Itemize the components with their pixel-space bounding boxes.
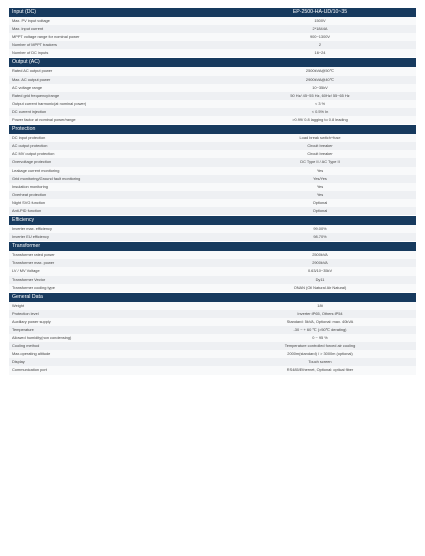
table-row: [9, 358, 416, 366]
table-row: [9, 207, 416, 215]
row-label: Weight: [12, 302, 25, 308]
row-value: Yes: [316, 183, 324, 189]
section-value: [154, 293, 416, 302]
row-label: Auxiliary power supply: [12, 318, 51, 324]
row-label: Overheat protection: [12, 191, 47, 197]
section-title: Output (AC): [12, 59, 40, 66]
table-row: [9, 276, 416, 284]
table-row: [9, 49, 416, 57]
section-value: [154, 242, 416, 251]
row-label: Transformer Vector: [12, 276, 46, 282]
table-row: [9, 233, 416, 241]
row-label: Display: [12, 359, 25, 365]
row-value: 2: [318, 42, 322, 48]
row-label: Inverter max. efficiency: [12, 226, 52, 232]
row-label: Temperature: [12, 327, 34, 332]
table-row: [9, 92, 416, 100]
row-label: Night SVG function: [12, 199, 46, 205]
row-label: Insulation monitoring: [12, 183, 48, 189]
spec-sheet: [9, 8, 416, 375]
table-row: [9, 183, 416, 191]
row-label: AC MV output protection: [12, 151, 55, 157]
row-label: Transformer cooling type: [12, 284, 55, 290]
section-value: [154, 58, 416, 67]
row-label: Rated AC output power: [12, 68, 53, 74]
row-label: Allowed humidity(non condensing): [12, 335, 72, 341]
row-value: RS485/Ethernet, Optional: optical fiber: [286, 367, 354, 373]
row-value: Load break switch+fuse: [299, 135, 341, 141]
table-row: [9, 33, 416, 41]
row-label: Leakage current monitoring: [12, 167, 60, 173]
row-value: Yes/Yes: [313, 175, 327, 181]
table-row: [9, 67, 416, 75]
row-value: 10~35kV: [312, 84, 328, 90]
row-label: DC current injection: [12, 108, 47, 114]
table-row: [9, 76, 416, 84]
table-row: [9, 326, 416, 334]
table-row: [9, 150, 416, 158]
row-value: Circuit breaker: [307, 143, 333, 149]
row-value: Inverter:IP65, Others:IP54: [297, 310, 343, 316]
table-row: [9, 334, 416, 342]
table-row: [9, 267, 416, 275]
section-rows: [9, 67, 416, 124]
section-rows: [9, 17, 416, 57]
row-value: Circuit breaker: [307, 151, 333, 157]
row-label: Number of DC inputs: [12, 50, 49, 56]
row-label: Max. input current: [12, 26, 44, 32]
section-header: [9, 58, 416, 67]
row-label: Grid monitoring/Ground fault monitoring: [12, 175, 81, 181]
row-label: Transformer rated power: [12, 252, 55, 258]
row-value: 2*1844A: [312, 26, 328, 32]
row-value: 2500kVA@50℃: [305, 68, 335, 74]
row-label: AC voltage range: [12, 84, 43, 90]
table-row: [9, 318, 416, 326]
section-header: [9, 125, 416, 134]
section-header: [9, 242, 416, 251]
row-value: 2500kVA: [312, 252, 328, 258]
row-label: AC output protection: [12, 143, 48, 149]
row-value: Dy11: [315, 276, 325, 282]
row-value: >0.99/ 0.8 lagging to 0.8 leading: [292, 117, 348, 123]
row-label: Power factor at nominal power/range: [12, 117, 76, 123]
row-label: Cooling method: [12, 343, 40, 349]
row-value: Optional: [312, 199, 328, 205]
table-row: [9, 116, 416, 124]
table-row: [9, 167, 416, 175]
table-row: [9, 25, 416, 33]
section-value: [154, 216, 416, 225]
row-label: Max. PV input voltage: [12, 18, 50, 23]
section-value: [154, 125, 416, 134]
row-label: Protection level: [12, 310, 39, 316]
row-value: DC Type II / AC Type II: [300, 159, 340, 165]
row-label: Max. AC output power: [12, 76, 51, 82]
row-value: < 3 %: [314, 100, 326, 106]
row-value: Touch screen: [308, 359, 332, 365]
row-value: 99.00%: [313, 226, 327, 232]
table-row: [9, 41, 416, 49]
table-row: [9, 100, 416, 108]
row-value: 0 ~ 95 %: [312, 335, 328, 341]
row-label: Communication port: [12, 367, 47, 373]
row-value: 1500V: [314, 18, 326, 23]
table-row: [9, 158, 416, 166]
table-row: [9, 199, 416, 207]
section-title: Transformer: [12, 243, 41, 250]
row-value: Standard: 5kVA, Optional: max. 40kVA: [286, 318, 354, 324]
row-value: Optional: [312, 207, 328, 213]
row-value: 2900kVA: [312, 260, 328, 266]
section-rows: [9, 134, 416, 215]
row-label: Overvoltage protection: [12, 159, 52, 165]
table-row: [9, 225, 416, 233]
row-label: Max.operating altitude: [12, 351, 51, 357]
section-title: Input (DC): [12, 9, 36, 15]
row-value: 2000m(standard) / > 3000m (optional): [287, 351, 353, 357]
table-row: [9, 175, 416, 183]
row-label: Inverter EU efficiency: [12, 234, 49, 240]
row-label: Anti-PID function: [12, 207, 42, 213]
section-header: [9, 8, 416, 17]
row-value: 0.63/10~35kV: [307, 268, 333, 274]
row-value: < 0.5% In: [311, 108, 329, 114]
row-label: DC input protection: [12, 135, 46, 141]
table-row: [9, 142, 416, 150]
row-label: LV / MV Voltage: [12, 268, 40, 274]
row-value: 2900kVA@40℃: [305, 76, 335, 82]
table-row: [9, 134, 416, 142]
table-row: [9, 251, 416, 259]
table-row: [9, 84, 416, 92]
table-row: [9, 366, 416, 374]
section-title: General Data: [12, 293, 43, 300]
row-value: 50 Hz/ 45~55 Hz, 60Hz/ 55~65 Hz: [290, 92, 350, 98]
row-label: Rated grid frequency/range: [12, 92, 60, 98]
row-value: ONAN (Oil Natural Air Natural): [293, 284, 347, 290]
table-row: [9, 259, 416, 267]
row-label: Number of MPPT trackers: [12, 42, 57, 48]
table-row: [9, 108, 416, 116]
table-row: [9, 310, 416, 318]
row-value: 98.70%: [313, 234, 327, 240]
row-value: 16~24: [314, 50, 326, 56]
row-value: 18t: [317, 302, 323, 308]
section-rows: [9, 251, 416, 291]
section-value: EP-2500-HA-UD/10~35: [292, 9, 348, 15]
section-title: Protection: [12, 126, 36, 133]
table-row: [9, 284, 416, 292]
row-value: Yes: [316, 191, 324, 197]
row-label: MPPT voltage range for nominal power: [12, 34, 80, 40]
table-row: [9, 17, 416, 25]
table-row: [9, 302, 416, 310]
section-title: Efficiency: [12, 217, 35, 224]
row-label: Output current harmonic(at nominal power): [12, 100, 87, 106]
row-value: 900~1300V: [309, 34, 330, 40]
section-header: [9, 216, 416, 225]
row-value: -30 ~ + 60 ℃ (>50℃ derating): [293, 327, 347, 332]
section-rows: [9, 302, 416, 375]
section-header: [9, 293, 416, 302]
table-row: [9, 350, 416, 358]
row-value: Yes: [316, 167, 324, 173]
table-row: [9, 191, 416, 199]
row-label: Transformer max. power: [12, 260, 55, 266]
table-row: [9, 342, 416, 350]
section-rows: [9, 225, 416, 241]
row-value: Temperature controlled forced air cooling: [284, 343, 356, 349]
